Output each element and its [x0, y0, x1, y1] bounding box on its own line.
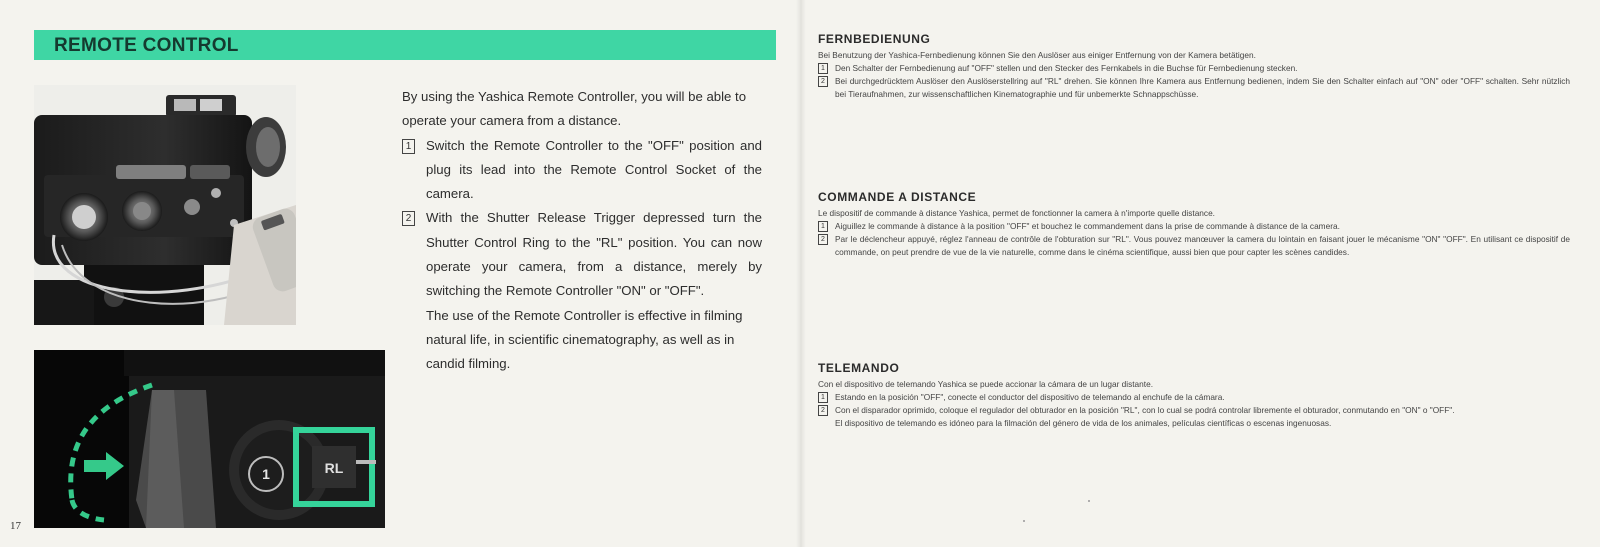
step-item — [818, 233, 1570, 259]
step-number: 1 — [818, 221, 828, 232]
section-heading: FERNBEDIENUNG — [818, 32, 931, 46]
paper-speck — [1088, 500, 1090, 502]
step-number: 2 — [402, 211, 415, 226]
step-text: Switch the Remote Controller to the "OFF" position and plug its lead into the Remote Control Socket of the camera. — [426, 137, 762, 202]
step-number: 2 — [818, 405, 828, 416]
section-intro: Con el dispositivo de telemando Yashica se puede accionar la cámara de un lugar distante. — [818, 379, 1154, 389]
step-number: 2 — [818, 76, 828, 87]
step-item — [402, 134, 762, 207]
step-text: Den Schalter der Fernbedienung auf "OFF" stellen und den Stecker des Fernkabels in die Buchse für Fernbedienung stecken. — [835, 63, 1298, 73]
german-section — [818, 32, 1570, 101]
step-number: 1 — [818, 392, 828, 403]
paper-speck — [1023, 520, 1025, 522]
english-steps — [402, 134, 762, 304]
step-text: Estando en la posición "OFF", conecte el conductor del dispositivo de telemando al enchufe de la cámara. — [835, 392, 1225, 402]
step-text: With the Shutter Release Trigger depressed turn the Shutter Control Ring to the "RL" position. You can now operate your camera, from a distance, merely by switching the Remote Controller "ON" or "OFF". — [426, 210, 762, 299]
camera-photo — [34, 85, 296, 325]
section-heading: COMMANDE A DISTANCE — [818, 190, 977, 204]
step-item — [402, 206, 762, 303]
dial-number-label: 1 — [262, 466, 270, 482]
step-number: 1 — [402, 139, 415, 154]
step-text: Par le déclencheur appuyé, réglez l'anneau de contrôle de l'obturation sur "RL". Vous pouvez manœuver la camera du lointain en faisant jouer le mécanisme "ON" "OFF". En utilisant ce dispositif de commande, on peut prendre de vue de la vie naturelle, comme dans le cinéma scientifique, aussi bien que pour capter les scènes candides. — [835, 234, 1570, 257]
step-text: Con el disparador oprimido, coloque el regulador del obturador en la posición "RL", con lo cual se podrá controlar libremente el obturador, conmutando en "ON" o "OFF". — [835, 405, 1455, 415]
page-gutter — [796, 0, 806, 547]
step-item — [818, 391, 1570, 404]
step-item — [818, 404, 1570, 417]
section-intro: Bei Benutzung der Yashica-Fernbedienung können Sie den Auslöser aus einiger Entfernung von der Kamera betätigen. — [818, 50, 1256, 60]
section-extra-note: El dispositivo de telemando es idóneo para la filmación del género de vida de los animales, películas científicas o escenas ingenuosas. — [835, 418, 1332, 428]
section-heading: TELEMANDO — [818, 361, 900, 375]
step-text: Aiguillez le commande à distance à la position "OFF" et bouchez le commandement dans la prise de commande à distance de la camera. — [835, 221, 1340, 231]
section-intro: Le dispositif de commande à distance Yashica, permet de fonctionner la camera à n'importe quelle distance. — [818, 208, 1215, 218]
step-item — [818, 220, 1570, 233]
step-number: 1 — [818, 63, 828, 74]
spanish-section — [818, 361, 1570, 430]
title-banner — [34, 30, 776, 60]
section-steps — [818, 62, 1570, 101]
step-text: Bei durchgedrücktem Auslöser den Auslöserstellring auf "RL" drehen. Sie können Ihre Kamera aus Entfernung bedienen, indem Sie den Schalter einfach auf "ON" oder "OFF" schalten. Sehr nützlich bei Tieraufnahmen, zur wissenschaftlichen Kinematographie und für unbemerkte Schnappschüsse. — [835, 76, 1570, 99]
english-intro: By using the Yashica Remote Controller, you will be able to operate your camera from a distance. — [402, 89, 747, 129]
shutter-ring-figure — [34, 350, 385, 528]
french-section — [818, 190, 1570, 259]
section-steps — [818, 391, 1570, 417]
english-instructions — [402, 85, 762, 377]
section-steps — [818, 220, 1570, 259]
rl-label: RL — [324, 460, 344, 476]
step-item — [818, 75, 1570, 101]
step-number: 2 — [818, 234, 828, 245]
page-number: 17 — [10, 520, 21, 532]
english-extra-note: The use of the Remote Controller is effective in filming natural life, in scientific cinematography, as well as in candid filming. — [426, 307, 743, 372]
step-item — [818, 62, 1570, 75]
page-title: REMOTE CONTROL — [54, 35, 239, 56]
